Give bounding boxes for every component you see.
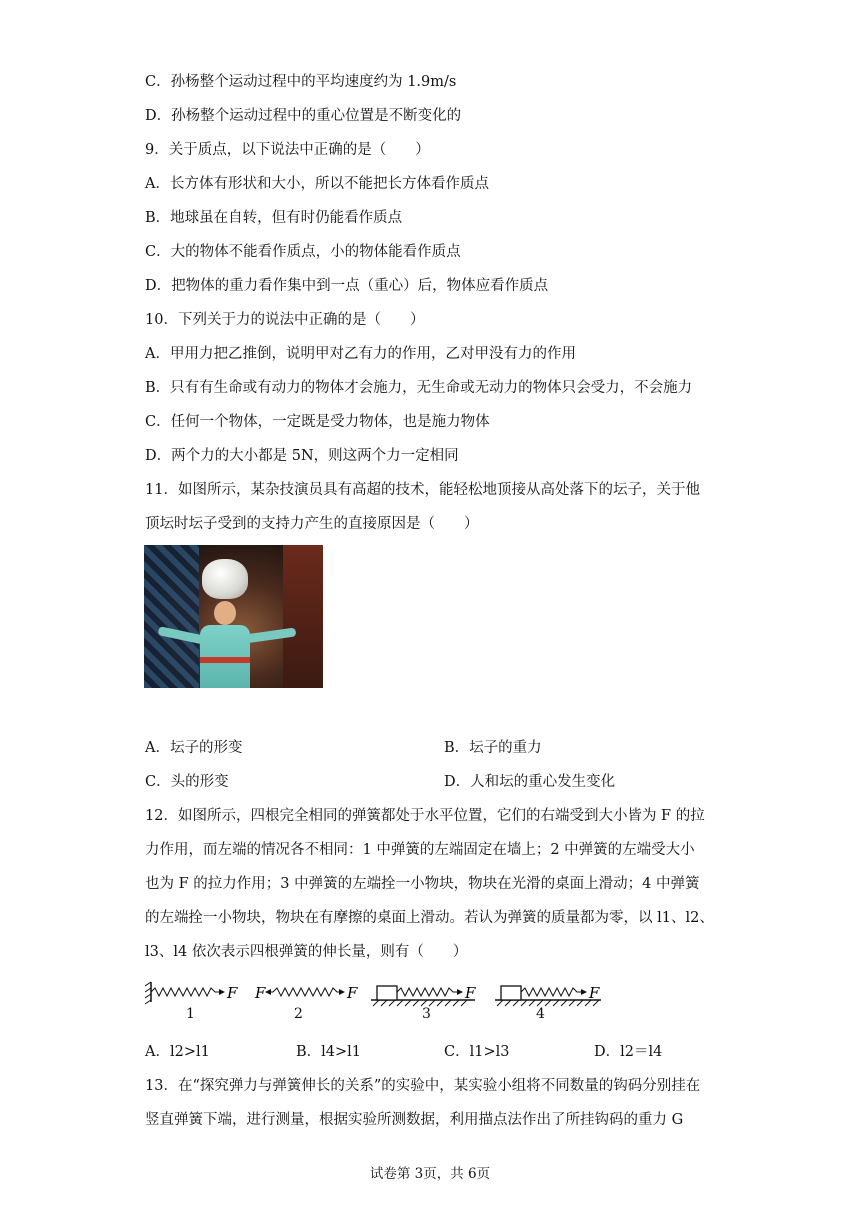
q12-stem-line3: 也为 F 的拉力作用；3 中弹簧的左端拴一小物块，物块在光滑的桌面上滑动；4 中弹簧	[145, 876, 700, 892]
spring-1	[145, 982, 238, 1004]
white-jar	[202, 559, 248, 599]
q12-stem-line4: 的左端拴一小物块，物块在有摩擦的桌面上滑动。若认为弹簧的质量都为零，以 l1、l2、	[145, 910, 714, 926]
svg-text:F: F	[227, 984, 238, 1002]
q11-option-c: C．头的形变	[145, 774, 229, 790]
q10-option-d: D．两个力的大小都是 5N，则这两个力一定相同	[145, 448, 459, 464]
q10-option-b: B．只有有生命或有动力的物体才会施力，无生命或无动力的物体只会受力，不会施力	[145, 380, 693, 396]
q9-option-c: C．大的物体不能看作质点，小的物体能看作质点	[145, 244, 461, 260]
spring-4	[495, 984, 601, 1006]
q12-option-b: B．l4>l1	[296, 1044, 362, 1060]
q11-stem-line2: 顶坛时坛子受到的支持力产生的直接原因是（ ）	[145, 516, 479, 532]
figure-label-4: 4	[536, 1006, 545, 1022]
acrobat-photo	[144, 545, 323, 688]
q11-stem-line1: 11．如图所示，某杂技演员具有高超的技术，能轻松地顶接从高处落下的坛子，关于他	[145, 482, 700, 498]
spring-3	[371, 984, 476, 1006]
performer-head	[214, 601, 236, 625]
q13-stem-line2: 竖直弹簧下端，进行测量，根据实验所测数据，利用描点法作出了所挂钩码的重力 G	[145, 1112, 684, 1128]
q9-option-d: D．把物体的重力看作集中到一点（重心）后，物体应看作质点	[145, 278, 549, 294]
figure-label-2: 2	[294, 1006, 303, 1022]
q12-stem-line2: 力作用，而左端的情况各不相同：1 中弹簧的左端固定在墙上；2 中弹簧的左端受大小	[145, 842, 695, 858]
window-lattice	[144, 545, 199, 688]
red-belt	[200, 657, 250, 663]
q8-option-c: C．孙杨整个运动过程中的平均速度约为 1.9m/s	[145, 74, 457, 90]
q10-option-c: C．任何一个物体，一定既是受力物体，也是施力物体	[145, 414, 490, 430]
q11-option-d: D．人和坛的重心发生变化	[444, 774, 616, 790]
q10-option-a: A．甲用力把乙推倒，说明甲对乙有力的作用，乙对甲没有力的作用	[145, 346, 576, 362]
svg-text:F: F	[347, 984, 358, 1002]
q12-option-c: C．l1>l3	[444, 1044, 510, 1060]
svg-text:F: F	[255, 984, 266, 1002]
q9-stem: 9．关于质点，以下说法中正确的是（ ）	[145, 142, 430, 158]
svg-text:F: F	[589, 984, 600, 1002]
svg-text:F: F	[465, 984, 476, 1002]
q11-option-a: A．坛子的形变	[145, 740, 243, 756]
spring-2	[254, 984, 358, 1002]
q12-stem-line1: 12．如图所示，四根完全相同的弹簧都处于水平位置，它们的右端受到大小皆为 F 的拉	[145, 808, 705, 824]
q13-stem-line1: 13．在“探究弹力与弹簧伸长的关系”的实验中，某实验小组将不同数量的钩码分别挂在	[145, 1078, 701, 1094]
q11-option-b: B．坛子的重力	[444, 740, 542, 756]
page-footer: 试卷第 3页，共 6页	[369, 1166, 491, 1182]
q9-option-a: A．长方体有形状和大小，所以不能把长方体看作质点	[145, 176, 489, 192]
q12-stem-line5: l3、l4 依次表示四根弹簧的伸长量，则有（ ）	[145, 944, 468, 960]
q10-stem: 10．下列关于力的说法中正确的是（ ）	[145, 312, 425, 328]
q12-option-a: A．l2>l1	[145, 1044, 210, 1060]
figure-label-3: 3	[422, 1006, 431, 1022]
figure-label-1: 1	[186, 1006, 195, 1022]
q8-option-d: D．孙杨整个运动过程中的重心位置是不断变化的	[145, 108, 462, 124]
red-curtain	[283, 545, 323, 688]
q9-option-b: B．地球虽在自转，但有时仍能看作质点	[145, 210, 403, 226]
q12-option-d: D．l2＝l4	[594, 1044, 663, 1060]
